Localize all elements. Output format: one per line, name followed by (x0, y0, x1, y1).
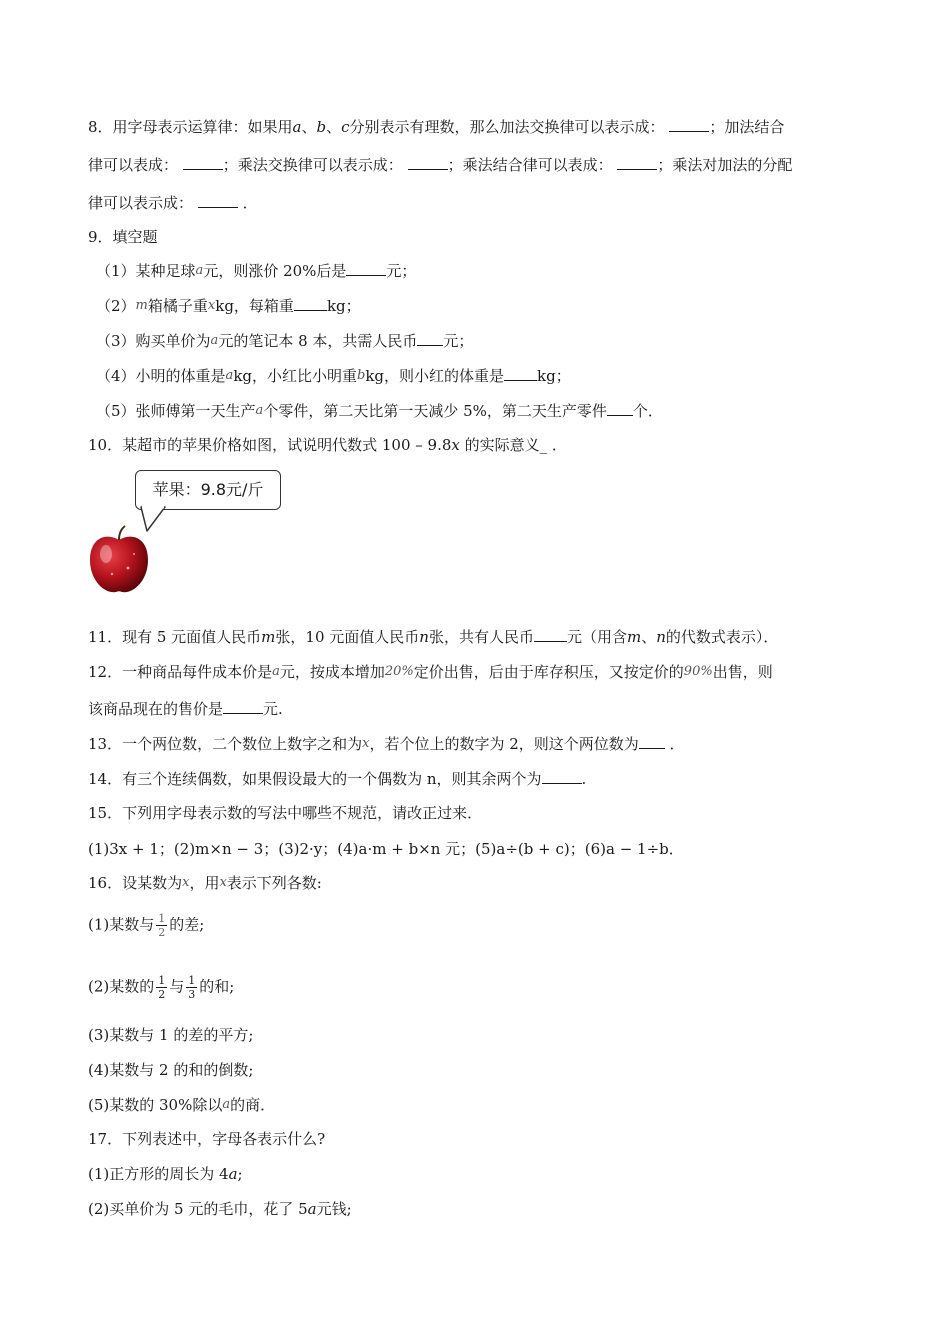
q12-text: 12．一种商品每件成本价是 (88, 663, 273, 681)
var-m: m (626, 628, 642, 646)
q9-text: （2） (96, 297, 136, 315)
q13-question (88, 733, 685, 755)
q11-text: 张，共有人民币 (428, 628, 534, 646)
answer-blank[interactable] (504, 366, 537, 381)
q13-text: 13．一个两位数，二个数位上数字之和为 (88, 735, 363, 753)
fraction-denominator: 3 (188, 988, 196, 1001)
q17-text: 元钱; (316, 1200, 352, 1218)
q11-text: 元（用含 (566, 628, 627, 646)
q9-text: kg，每箱重 (215, 297, 294, 315)
var-a: a (225, 368, 234, 383)
q8-line3 (88, 192, 258, 214)
q12-text: 定价出售，后由于库存积压，又按定价的 (413, 663, 684, 681)
q10-question (88, 434, 567, 456)
answer-blank[interactable] (417, 331, 443, 346)
q16-text: 16．设某数为 (88, 874, 183, 892)
q16-text: 的商． (230, 1096, 276, 1114)
q16-text: 与 (169, 977, 185, 996)
q17-text: (2)买单价为 5 元的毛巾，花了 5 (88, 1200, 308, 1218)
var-n: n (419, 628, 429, 646)
var-a: a (195, 263, 204, 278)
answer-blank[interactable] (639, 734, 665, 749)
fraction-numerator: 1 (188, 974, 196, 987)
answer-blank[interactable] (183, 155, 223, 170)
q16-text: 的差; (169, 915, 205, 934)
q16-question (88, 872, 322, 894)
q11-text: 的代数式表示）． (665, 628, 779, 646)
q11-text: 、 (641, 628, 657, 646)
q17-item-1 (88, 1163, 243, 1185)
price-speech-bubble: 苹果：9.8元/斤 (135, 470, 281, 510)
q14-text: . (581, 770, 587, 788)
q16-item-1 (88, 912, 204, 939)
q8-sep: 、 (301, 118, 317, 136)
answer-blank[interactable] (198, 193, 238, 208)
var-a: a (222, 1097, 231, 1112)
q17-text: ; (237, 1165, 243, 1183)
q17-title: 17．下列表述中，字母各表示什么? (88, 1130, 326, 1148)
q9-text: 元； (443, 332, 474, 350)
answer-blank[interactable] (223, 699, 263, 714)
q16-text: 的和; (199, 977, 235, 996)
var-a: a (307, 1200, 317, 1218)
q9-text: 元； (386, 262, 417, 280)
q9-text: （4）小明的体重是 (96, 367, 226, 385)
q16-text: (1)某数与 (88, 915, 155, 934)
var-m: m (135, 298, 148, 313)
q9-item-1 (96, 260, 416, 282)
q9-text: 箱橘子重 (147, 297, 208, 315)
q12-text: 元. (263, 700, 283, 718)
q12-text: 出售，则 (712, 663, 773, 681)
q8-text: ；乘法交换律可以表示成： (222, 156, 403, 174)
q11-text: 张，10 元面值人民币 (275, 628, 420, 646)
var-x: x (207, 298, 216, 313)
q16-text: 表示下列各数: (226, 874, 322, 892)
answer-blank[interactable] (534, 627, 567, 642)
var-x: x (219, 875, 227, 890)
q9-text: kg，则小红的体重是 (365, 367, 505, 385)
q12-text: 该商品现在的售价是 (88, 700, 224, 718)
q12-line1 (88, 661, 773, 683)
q13-text: ，若个位上的数字为 2，则这个两位数为 (369, 735, 639, 753)
q17-text: (1)正方形的周长为 4 (88, 1165, 229, 1183)
q8-sep: 、 (326, 118, 342, 136)
q9-title: 9．填空题 (88, 228, 158, 246)
q14-question (88, 768, 586, 790)
q9-text: kg，小红比小明重 (233, 367, 358, 385)
q9-text: 个零件，第二天比第一天减少 5%，第二天生产零件 (263, 402, 607, 420)
q8-text: ． (242, 194, 258, 212)
var-a: a (210, 333, 219, 348)
q8-text: 律可以表成： (88, 156, 179, 174)
q9-text: （1）某种足球 (96, 262, 196, 280)
q16-item-4: (4)某数与 2 的和的倒数; (88, 1061, 254, 1079)
q9-text: 元的笔记本 8 本，共需人民币 (218, 332, 418, 350)
q15-items: (1)3x + 1；(2)m×n − 3；(3)2·y；(4)a·m + b×n 元；(5)a÷(b + c)；(6)a − 1÷b． (88, 840, 684, 858)
q9-item-5 (96, 400, 663, 422)
fraction-numerator: 1 (158, 912, 166, 925)
q16-item-3: (3)某数与 1 的差的平方; (88, 1026, 254, 1044)
percent-90: 90% (683, 664, 713, 679)
answer-blank[interactable] (617, 155, 657, 170)
fraction-one-third (186, 974, 197, 1001)
q8-text: ；乘法结合律可以表成： (447, 156, 613, 174)
q13-text: ． (669, 735, 685, 753)
apple-icon (88, 524, 150, 596)
q16-item-2 (88, 974, 234, 1001)
q9-item-3 (96, 330, 473, 352)
var-a: a (292, 118, 302, 136)
q10-text: 的实际意义_ ． (464, 436, 567, 454)
q9-text: 个． (632, 402, 663, 420)
var-m: m (261, 628, 276, 646)
var-a: a (255, 403, 264, 418)
q16-text: (2)某数的 (88, 977, 155, 996)
var-x: x (182, 875, 190, 890)
fraction-one-half (156, 912, 167, 939)
q10-text: 10．某超市的苹果价格如图，试说明代数式 100 – 9.8 (88, 436, 452, 454)
q12-text: 元，按成本增加 (279, 663, 385, 681)
fraction-denominator: 2 (158, 926, 166, 939)
q11-question (88, 626, 778, 648)
fraction-numerator: 1 (158, 974, 166, 987)
var-b: b (316, 118, 327, 136)
q12-line2 (88, 698, 283, 720)
fraction-denominator: 2 (158, 988, 166, 1001)
q15-title: 15．下列用字母表示数的写法中哪些不规范，请改正过来． (88, 804, 483, 822)
answer-blank[interactable] (346, 261, 386, 276)
q9-text: 元，则涨价 20%后是 (203, 262, 347, 280)
q8-text: 8．用字母表示运算律：如果用 (88, 118, 293, 136)
q9-text: （5）张师傅第一天生产 (96, 402, 256, 420)
q9-text: （3）购买单价为 (96, 332, 211, 350)
var-b: b (357, 368, 366, 383)
q9-text: kg； (537, 367, 571, 385)
q9-item-2 (96, 295, 361, 317)
q8-text: ；乘法对加法的分配 (657, 156, 793, 174)
answer-blank[interactable] (669, 117, 709, 132)
q9-item-4 (96, 365, 571, 387)
var-a: a (228, 1165, 238, 1183)
q17-item-2 (88, 1198, 352, 1220)
q11-text: 11．现有 5 元面值人民币 (88, 628, 262, 646)
answer-blank[interactable] (542, 769, 582, 784)
answer-blank[interactable] (607, 401, 633, 416)
var-x: x (362, 736, 370, 751)
q14-text: 14．有三个连续偶数，如果假设最大的一个偶数为 n，则其余两个为 (88, 770, 542, 788)
q8-line1 (88, 116, 784, 138)
var-a: a (272, 664, 280, 679)
q8-text: 分别表示有理数，那么加法交换律可以表示成： (349, 118, 665, 136)
answer-blank[interactable] (294, 296, 327, 311)
var-n: n (656, 628, 666, 646)
var-c: c (341, 118, 350, 136)
q16-text: (5)某数的 30%除以 (88, 1096, 223, 1114)
q8-line2 (88, 154, 792, 176)
fraction-one-half (156, 974, 167, 1001)
percent-20: 20% (384, 664, 414, 679)
q16-item-5 (88, 1094, 275, 1116)
answer-blank[interactable] (408, 155, 448, 170)
q8-text: 律可以表示成： (88, 194, 194, 212)
q8-text: ；加法结合 (709, 118, 785, 136)
q16-text: ，用 (189, 874, 220, 892)
var-x: x (451, 436, 460, 454)
q9-text: kg； (326, 297, 361, 315)
